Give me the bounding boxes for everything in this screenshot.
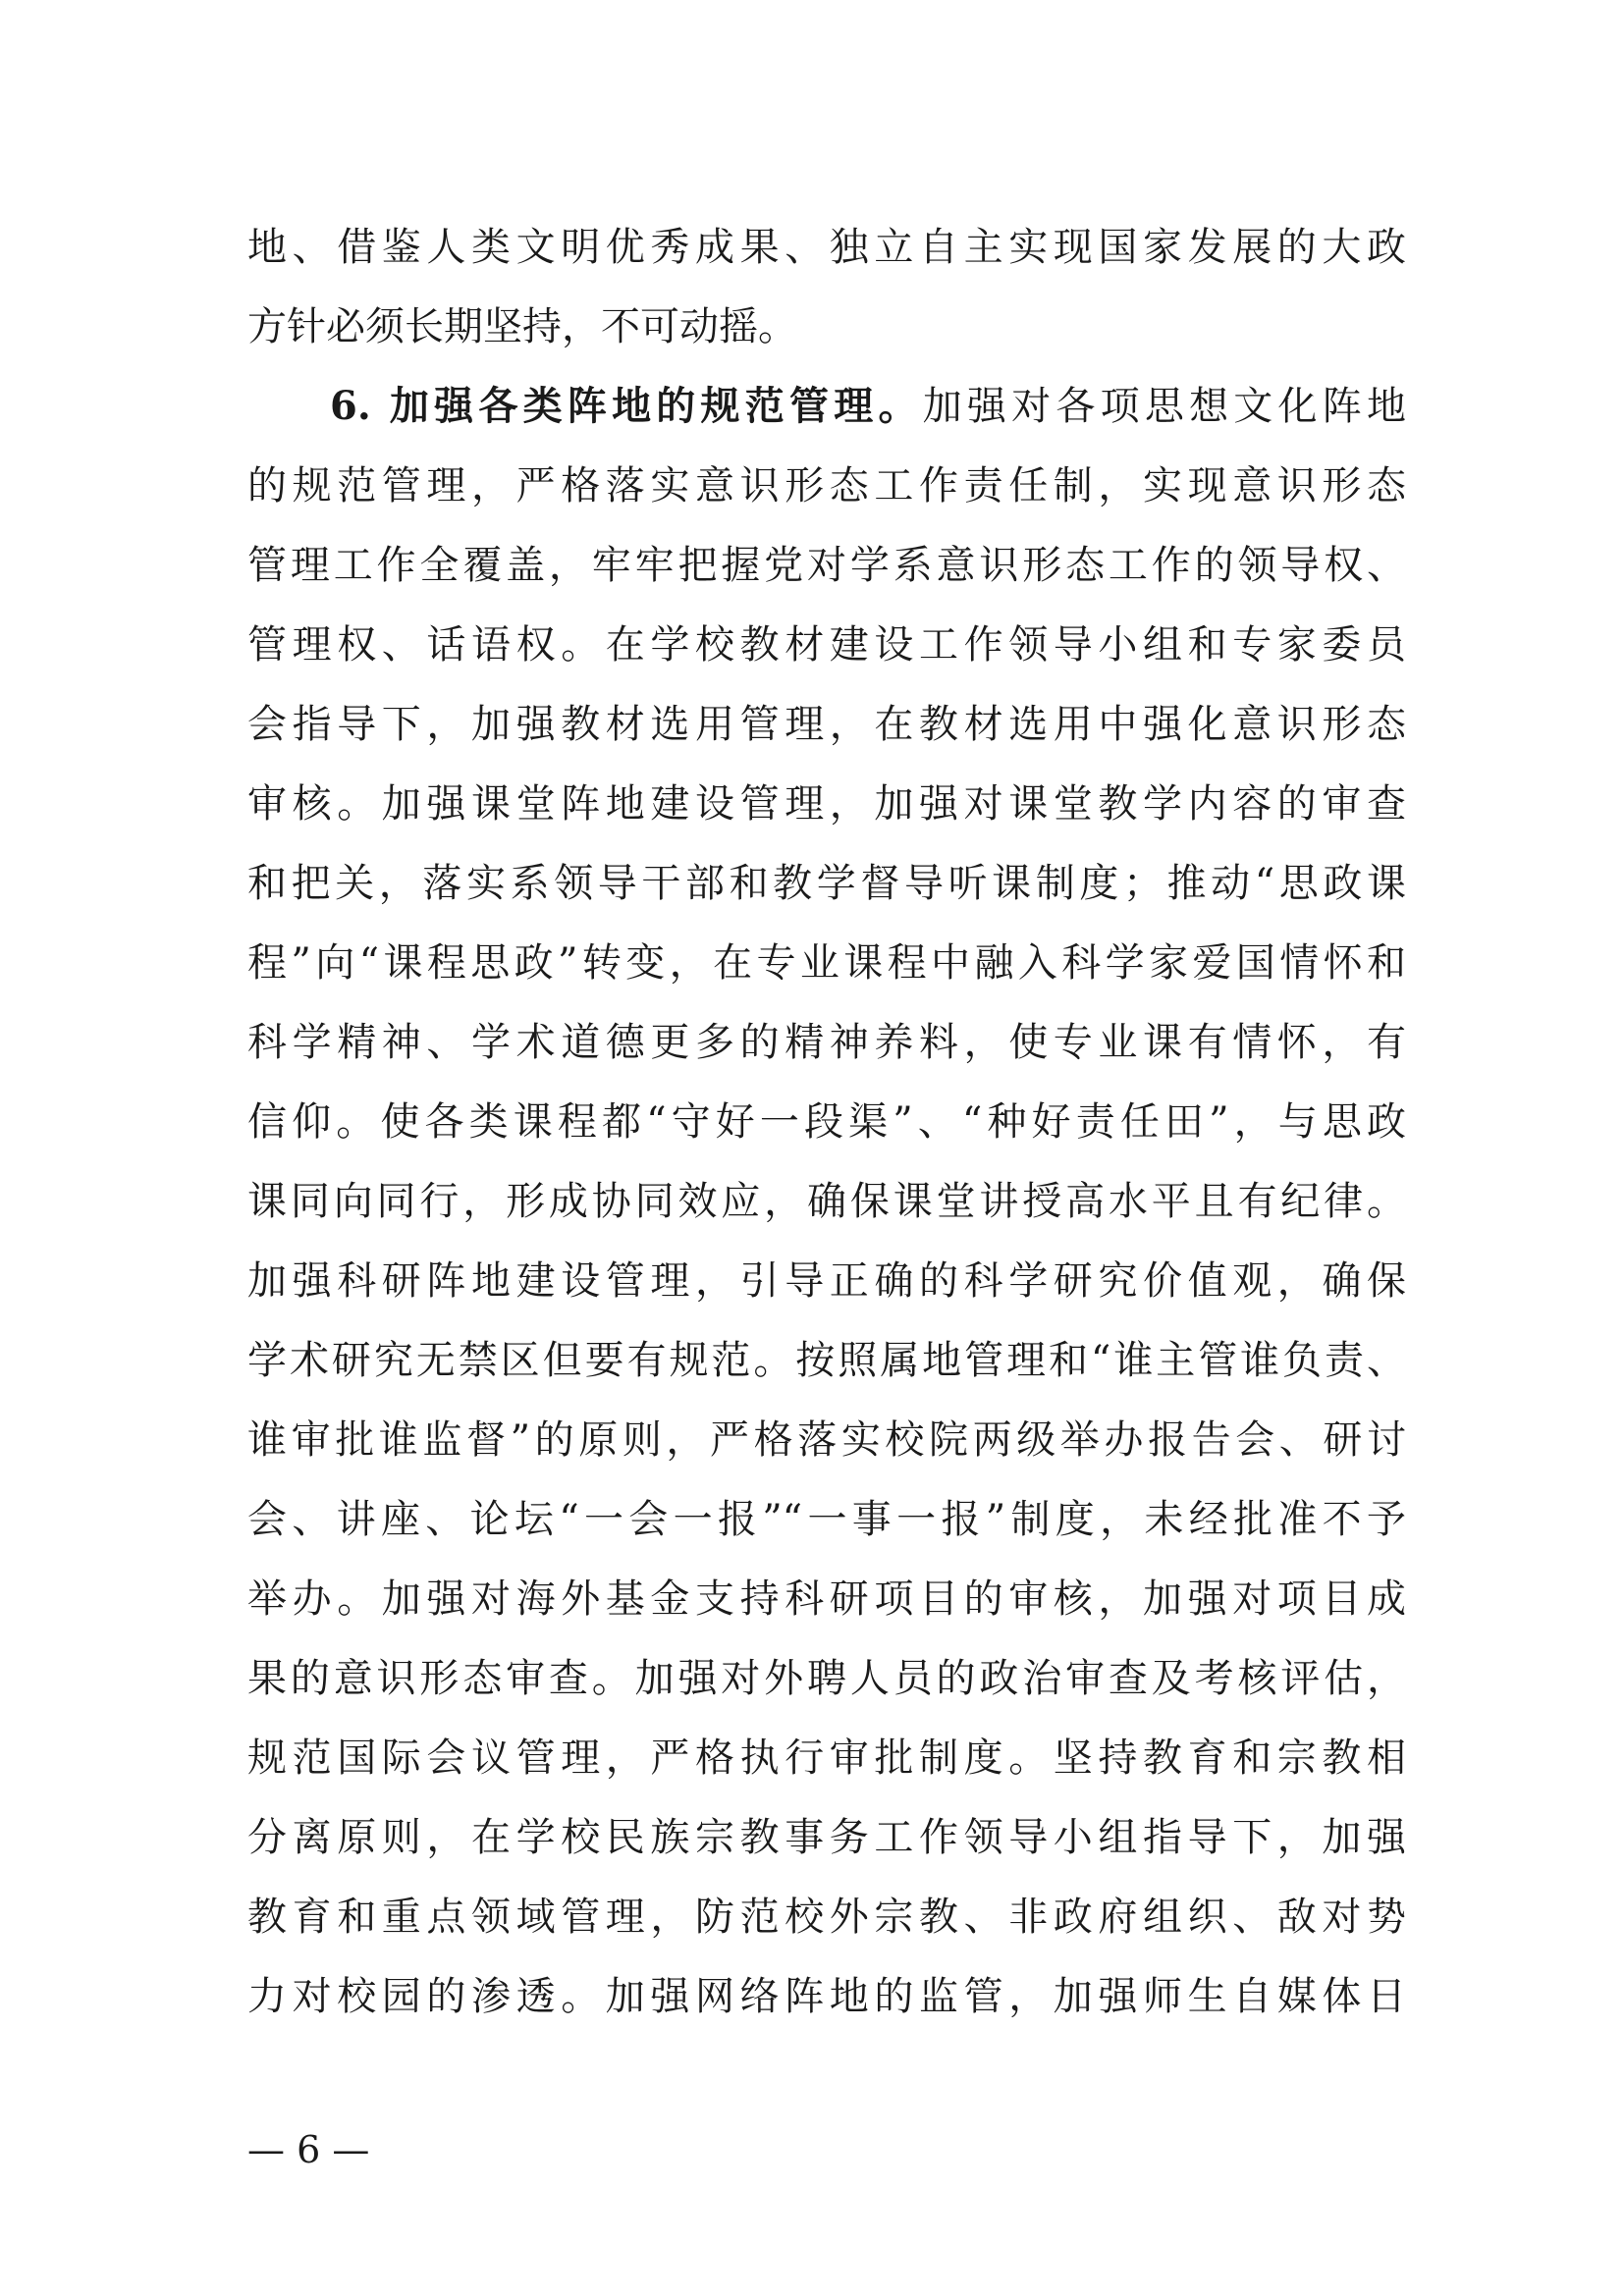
body-text-line: 审核。加强课堂阵地建设管理，加强对课堂教学内容的审查 [247, 781, 1406, 827]
body-text-line: 信仰。使各类课程都“守好一段渠”、“种好责任田”，与思政 [247, 1099, 1406, 1145]
body-text-line: 地、借鉴人类文明优秀成果、独立自主实现国家发展的大政 [247, 225, 1406, 270]
body-text-line: 管理权、话语权。在学校教材建设工作领导小组和专家委员 [247, 622, 1406, 667]
body-text-line: 方针必须长期坚持，不可动摇。 [247, 304, 797, 349]
body-text-line: 力对校园的渗透。加强网络阵地的监管，加强师生自媒体日 [247, 1974, 1406, 2019]
body-text-line: 课同向同行，形成协同效应，确保课堂讲授高水平且有纪律。 [247, 1179, 1406, 1224]
section-6-heading: 6. 加强各类阵地的规范管理。 [330, 383, 923, 429]
body-text-line: 会、讲座、论坛“一会一报”“一事一报”制度，未经批准不予 [247, 1497, 1406, 1542]
section-6-first-line [330, 377, 1406, 436]
body-text-line: 教育和重点领域管理，防范校外宗教、非政府组织、敌对势 [247, 1895, 1406, 1940]
body-text-line: 会指导下，加强教材选用管理，在教材选用中强化意识形态 [247, 702, 1406, 747]
body-text-line: 的规范管理，严格落实意识形态工作责任制，实现意识形态 [247, 463, 1406, 508]
body-text-line: 学术研究无禁区但要有规范。按照属地管理和“谁主管谁负责、 [247, 1338, 1406, 1383]
body-text-line: 管理工作全覆盖，牢牢把握党对学系意识形态工作的领导权、 [247, 543, 1406, 588]
body-text-line: 科学精神、学术道德更多的精神养料，使专业课有情怀，有 [247, 1020, 1406, 1065]
body-text-line: 果的意识形态审查。加强对外聘人员的政治审查及考核评估， [247, 1656, 1406, 1701]
section-6-text: 加强对各项思想文化阵地 [922, 384, 1406, 429]
body-text-line: 规范国际会议管理，严格执行审批制度。坚持教育和宗教相 [247, 1735, 1406, 1781]
body-text-line: 加强科研阵地建设管理，引导正确的科学研究价值观，确保 [247, 1258, 1406, 1304]
body-text-line: 谁审批谁监督”的原则，严格落实校院两级举办报告会、研讨 [247, 1417, 1406, 1463]
body-text-line: 和把关，落实系领导干部和教学督导听课制度；推动“思政课 [247, 861, 1406, 906]
body-text-line: 程”向“课程思政”转变，在专业课程中融入科学家爱国情怀和 [247, 940, 1406, 986]
body-text-line: 举办。加强对海外基金支持科研项目的审核，加强对项目成 [247, 1576, 1406, 1622]
page-number: — 6 — [247, 2128, 370, 2171]
body-text-line: 分离原则，在学校民族宗教事务工作领导小组指导下，加强 [247, 1815, 1406, 1860]
